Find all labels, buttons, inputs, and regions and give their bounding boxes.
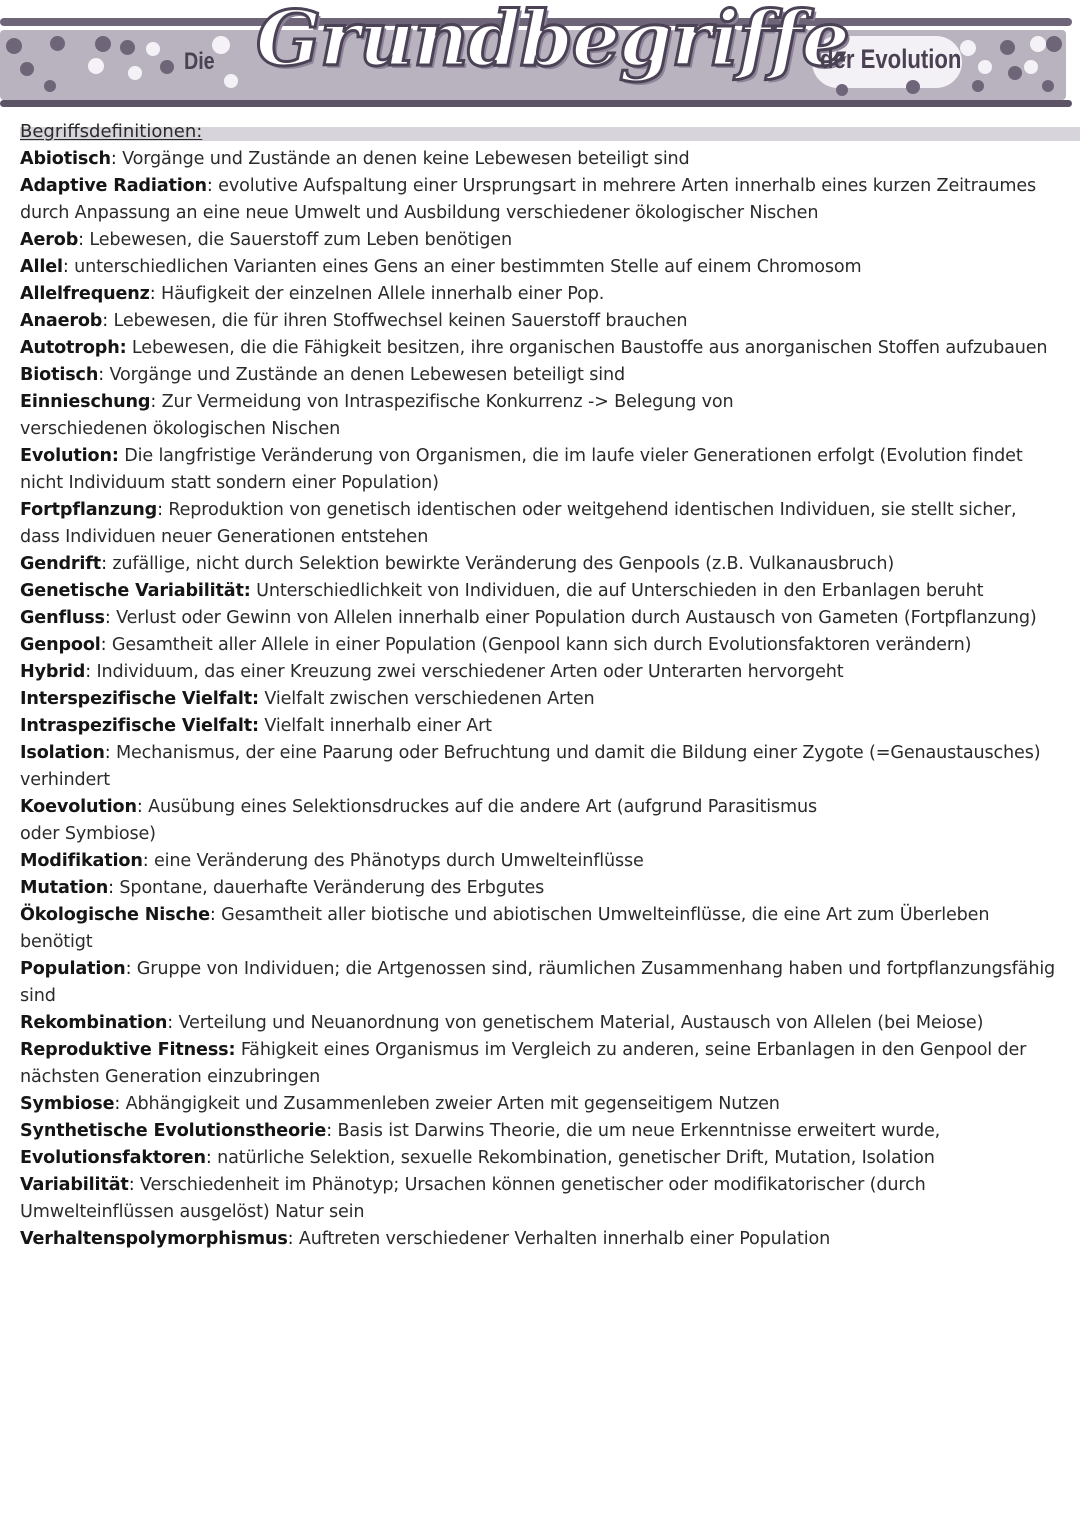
- banner-bottom-stripe: [0, 100, 1072, 107]
- term: Symbiose: [20, 1094, 115, 1114]
- definition: unterschiedlichen Varianten eines Gens an einer bestimmten Stelle auf einem Chromosom: [74, 257, 862, 277]
- separator: :: [142, 851, 154, 871]
- definition: Gesamtheit aller biotische und abiotischen Umwelteinflüsse, die eine Art zum Überleben benötigt: [20, 905, 990, 952]
- separator: :: [128, 1175, 140, 1195]
- decor-dot: [95, 36, 111, 52]
- term: Reproduktive Fitness:: [20, 1040, 236, 1060]
- definition: Lebewesen, die die Fähigkeit besitzen, ihre organischen Baustoffe aus anorganischen Stoffen aufzubauen: [131, 338, 1048, 358]
- definition-entry: [20, 308, 1060, 335]
- decor-dot: [50, 36, 65, 51]
- definition-entry: [20, 956, 1060, 1010]
- separator: :: [209, 905, 222, 925]
- definition: Ausübung eines Selektionsdruckes auf die andere Art (aufgrund Parasitismus oder Symbiose): [20, 797, 817, 844]
- term: Mutation: [20, 878, 109, 898]
- definition-entry: [20, 497, 1060, 551]
- term: Koevolution: [20, 797, 137, 817]
- term: Interspezifische Vielfalt:: [20, 689, 259, 709]
- term: Intraspezifische Vielfalt:: [20, 716, 259, 736]
- definition: Verlust oder Gewinn von Allelen innerhalb einer Population durch Austausch von Gameten (Fortpflanzung): [116, 608, 1037, 628]
- definition: Lebewesen, die für ihren Stoffwechsel keinen Sauerstoff brauchen: [113, 311, 688, 331]
- definition: Die langfristige Veränderung von Organismen, die im laufe vieler Generationen erfolgt (Evolution findet nicht Individuum statt sondern einer Population): [20, 446, 1023, 493]
- definition-entry: [20, 1118, 1060, 1145]
- definition: Zur Vermeidung von Intraspezifische Konkurrenz -> Belegung von verschiedenen ökologischen Nischen: [20, 392, 734, 439]
- definition: Verteilung und Neuanordnung von genetischem Material, Austausch von Allelen (bei Meiose): [178, 1013, 984, 1033]
- term: Adaptive Radiation: [20, 176, 207, 196]
- term: Rekombination: [20, 1013, 168, 1033]
- separator: :: [157, 500, 169, 520]
- definition-list: [20, 146, 1060, 1253]
- definition: natürliche Selektion, sexuelle Rekombination, genetischer Drift, Mutation, Isolation: [217, 1148, 935, 1168]
- definition: Vielfalt zwischen verschiedenen Arten: [264, 689, 595, 709]
- definition-entry: [20, 1037, 1060, 1091]
- definition-entry: [20, 227, 1060, 254]
- decor-dot: [212, 36, 230, 54]
- definition: Vorgänge und Zustände an denen keine Lebewesen beteiligt sind: [122, 149, 690, 169]
- decor-dot: [978, 60, 992, 74]
- term: Isolation: [20, 743, 105, 763]
- definition-entry: [20, 146, 1060, 173]
- decor-dot: [960, 40, 976, 56]
- separator: :: [102, 311, 114, 331]
- definition-entry: [20, 551, 1060, 578]
- definition-entry: [20, 605, 1060, 632]
- separator: :: [104, 608, 117, 628]
- term: Evolutionsfaktoren: [20, 1148, 206, 1168]
- term: Autotroph:: [20, 338, 127, 358]
- definition: Lebewesen, die Sauerstoff zum Leben benötigen: [89, 230, 512, 250]
- decor-dot: [146, 42, 160, 56]
- decor-dot: [20, 62, 34, 76]
- definition: Basis ist Darwins Theorie, die um neue Erkenntnisse erweitert wurde,: [337, 1121, 941, 1141]
- decor-dot: [88, 58, 104, 74]
- term: Verhaltenspolymorphismus: [20, 1229, 288, 1249]
- definition-entry: [20, 335, 1060, 362]
- definition: Vorgänge und Zustände an denen Lebewesen beteiligt sind: [109, 365, 625, 385]
- decor-dot: [972, 80, 984, 92]
- definition: Reproduktion von genetisch identischen oder weitgehend identischen Individuen, sie stellt sicher, dass Individuen neuer Generationen entstehen: [20, 500, 1017, 547]
- separator: :: [167, 1013, 179, 1033]
- decor-dot: [1030, 36, 1046, 52]
- decor-dot: [6, 38, 22, 54]
- decor-dot: [906, 80, 920, 94]
- definition: Vielfalt innerhalb einer Art: [264, 716, 492, 736]
- term: Biotisch: [20, 365, 99, 385]
- definition: Häufigkeit der einzelnen Allele innerhalb einer Pop.: [161, 284, 605, 304]
- term: Synthetische Evolutionstheorie: [20, 1121, 327, 1141]
- term: Ökologische Nische: [20, 905, 210, 925]
- definition: Auftreten verschiedener Verhalten innerhalb einer Population: [298, 1229, 831, 1249]
- term: Genetische Variabilität:: [20, 581, 251, 601]
- definition-entry: [20, 578, 1060, 605]
- definition-entry: [20, 389, 760, 443]
- term: Fortpflanzung: [20, 500, 158, 520]
- term: Abiotisch: [20, 149, 111, 169]
- definition-entry: [20, 740, 1060, 794]
- term: Aerob: [20, 230, 79, 250]
- separator: :: [110, 149, 123, 169]
- decor-dot: [836, 84, 848, 96]
- definition-entry: [20, 1010, 1060, 1037]
- term: Genpool: [20, 635, 101, 655]
- separator: :: [108, 878, 120, 898]
- term: Genfluss: [20, 608, 105, 628]
- definition-entry: [20, 686, 1060, 713]
- definition-entry: [20, 1091, 1060, 1118]
- title-prefix: Die: [184, 48, 215, 75]
- page-title: Grundbegriffe: [256, 0, 849, 83]
- decor-dot: [1000, 40, 1015, 55]
- definition-entry: [20, 713, 1060, 740]
- definition: Mechanismus, der eine Paarung oder Befruchtung und damit die Bildung einer Zygote (=Genaustausches) verhindert: [20, 743, 1041, 790]
- term: Anaerob: [20, 311, 103, 331]
- definition-entry: [20, 794, 840, 848]
- definition: Verschiedenheit im Phänotyp; Ursachen können genetischer oder modifikatorischer (durch Umwelteinflüssen ausgelöst) Natur sein: [20, 1175, 926, 1222]
- definition-entry: [20, 173, 1060, 227]
- decor-dot: [128, 66, 142, 80]
- term: Evolution:: [20, 446, 119, 466]
- decor-dot: [1024, 60, 1038, 74]
- definition: Spontane, dauerhafte Veränderung des Erbgutes: [119, 878, 545, 898]
- definition-entry: [20, 1172, 1060, 1226]
- decor-dot: [224, 74, 238, 88]
- separator: :: [150, 392, 162, 412]
- definition: Unterschiedlichkeit von Individuen, die auf Unterschieden in den Erbanlagen beruht: [256, 581, 984, 601]
- term: Einnieschung: [20, 392, 151, 412]
- definition-entry: [20, 1226, 1060, 1253]
- separator: :: [98, 365, 110, 385]
- term: Modifikation: [20, 851, 143, 871]
- definition: Individuum, das einer Kreuzung zwei verschiedener Arten oder Unterarten hervorgeht: [96, 662, 844, 682]
- separator: :: [100, 635, 112, 655]
- term: Population: [20, 959, 126, 979]
- definition-entry: [20, 902, 1060, 956]
- definition-entry: [20, 254, 1060, 281]
- separator: :: [149, 284, 162, 304]
- separator: :: [85, 662, 97, 682]
- decor-dot: [1042, 80, 1054, 92]
- decor-dot: [120, 40, 135, 55]
- section-heading: [20, 121, 1080, 143]
- separator: :: [287, 1229, 299, 1249]
- separator: :: [101, 554, 113, 574]
- term: Allel: [20, 257, 63, 277]
- definition-entry: [20, 362, 1060, 389]
- term: Variabilität: [20, 1175, 129, 1195]
- separator: :: [78, 230, 90, 250]
- separator: :: [206, 176, 219, 196]
- definition-entry: [20, 848, 1060, 875]
- decor-dot: [1008, 66, 1022, 80]
- decor-dot: [1046, 36, 1062, 52]
- section-heading-label: Begriffsdefinitionen:: [20, 121, 203, 142]
- definition: evolutive Aufspaltung einer Ursprungsart in mehrere Arten innerhalb eines kurzen Zeitraumes durch Anpassung an eine neue Umwelt und Ausbildung verschiedener ökologischer Nischen: [20, 176, 1037, 223]
- separator: :: [62, 257, 75, 277]
- definition-entry: [20, 281, 1060, 308]
- decor-dot: [44, 80, 56, 92]
- definition: Fähigkeit eines Organismus im Vergleich zu anderen, seine Erbanlagen in den Genpool der nächsten Generation einzubringen: [20, 1040, 1027, 1087]
- separator: :: [104, 743, 116, 763]
- definition-entry: [20, 659, 1060, 686]
- definition-entry: [20, 443, 1060, 497]
- title-suffix: der Evolution: [820, 44, 962, 74]
- definition: Gruppe von Individuen; die Artgenossen sind, räumlichen Zusammenhang haben und fortpflanzungsfähig sind: [20, 959, 1056, 1006]
- separator: :: [125, 959, 137, 979]
- definition-entry: [20, 875, 1060, 902]
- title-banner: [0, 0, 1080, 130]
- definition: Abhängigkeit und Zusammenleben zweier Arten mit gegenseitigem Nutzen: [125, 1094, 780, 1114]
- separator: :: [114, 1094, 126, 1114]
- separator: :: [136, 797, 149, 817]
- term: Hybrid: [20, 662, 86, 682]
- definition: zufällige, nicht durch Selektion bewirkte Veränderung des Genpools (z.B. Vulkanausbruch): [112, 554, 895, 574]
- definition: Gesamtheit aller Allele in einer Population (Genpool kann sich durch Evolutionsfaktoren verändern): [111, 635, 972, 655]
- definition: eine Veränderung des Phänotyps durch Umwelteinflüsse: [153, 851, 644, 871]
- separator: :: [205, 1148, 218, 1168]
- definition-entry: [20, 1145, 1060, 1172]
- separator: :: [326, 1121, 338, 1141]
- definition-entry: [20, 632, 1060, 659]
- decor-dot: [160, 60, 174, 74]
- term: Allelfrequenz: [20, 284, 150, 304]
- term: Gendrift: [20, 554, 102, 574]
